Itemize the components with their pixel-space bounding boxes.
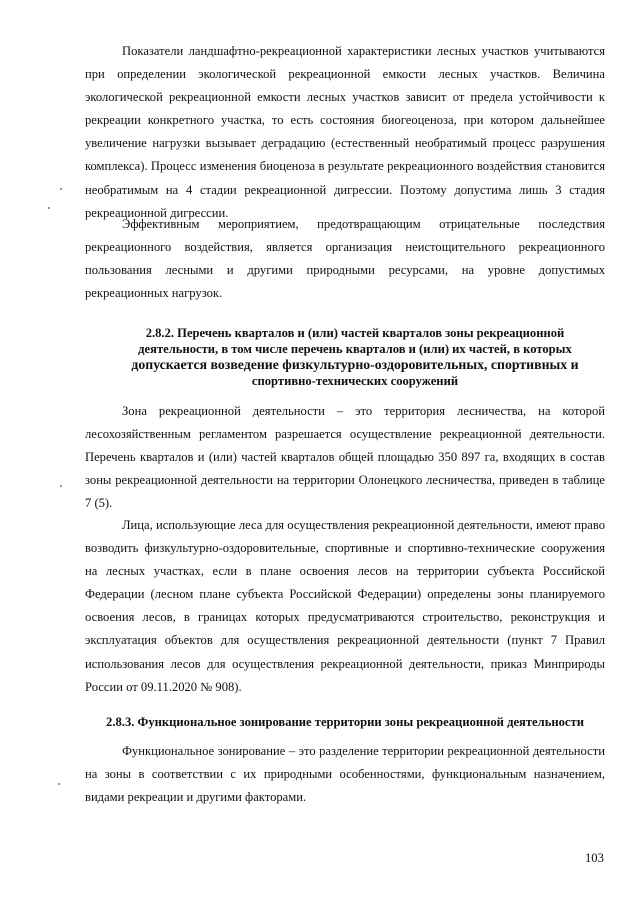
paragraph-recreation-capacity: Показатели ландшафтно-рекреационной характеристики лесных участков учитываются при определении экологической рекреационной емкости лесных участков. Величина экологической рекреационной емкости лесных участков зависит от предела устойчивости к рекреации конкретного участка, то есть состояния биогеоценоза, при котором дальнейшее увеличение нагрузки вызывает деградацию (естественный необратимый процесс разрушения комплекса). Процесс изменения биоценоза в результате рекреационного воздействия становится необратимым на 4 стадии рекреационной дигрессии. Поэтому допустима лишь 3 стадия рекреационной дигрессии. [85, 44, 605, 220]
section-heading-2-8-2 [95, 325, 615, 389]
scan-speck [60, 485, 62, 487]
scan-speck [48, 207, 50, 209]
scan-speck [60, 188, 62, 190]
heading-line: спортивно-технических сооружений [251, 374, 459, 388]
paragraph-construction-rights: Лица, использующие леса для осуществления рекреационной деятельности, имеют право возводить физкультурно-оздоровительные, спортивные и спортивно-технические сооружения на лесных участках, если в плане освоения лесов на территории субъекта Российской Федерации (лесном плане субъекта Российской Федерации) определены зоны планируемого освоения лесов, в границах которых предусматриваются строительство, реконструкция и эксплуатация объектов для осуществления рекреационной деятельности (пункт 7 Правил использования лесов для осуществления рекреационной деятельности, приказ Минприроды России от 09.11.2020 № 908). [85, 518, 605, 694]
section-heading-2-8-3: 2.8.3. Функциональное зонирование территории зоны рекреационной деятельности [106, 715, 584, 729]
paragraph-effective-measures: Эффективным мероприятием, предотвращающим отрицательные последствия рекреационного воздействия, является организация неистощительного рекреационного пользования лесными и другими природными ресурсами, на уровне допустимых рекреационных нагрузок. [85, 217, 605, 301]
heading-line: допускается возведение физкультурно-оздоровительных, спортивных и [131, 357, 579, 372]
scan-speck [58, 783, 60, 785]
page-number: 103 [585, 851, 604, 865]
paragraph-functional-zoning: Функциональное зонирование – это разделение территории рекреационной деятельности на зоны в соответствии с их природными особенностями, функциональным назначением, видами рекреации и другими факторами. [85, 744, 605, 805]
paragraph-recreation-zone: Зона рекреационной деятельности – это территория лесничества, на которой лесохозяйственным регламентом разрешается осуществление рекреационной деятельности. Перечень кварталов и (или) частей кварталов общей площадью 350 897 га, входящих в состав зоны рекреационной деятельности на территории Олонецкого лесничества, приведен в таблице 7 (5). [85, 404, 605, 511]
heading-line: 2.8.2. Перечень кварталов и (или) частей кварталов зоны рекреационной [145, 326, 565, 340]
heading-line: деятельности, в том числе перечень кварталов и (или) их частей, в которых [138, 342, 572, 356]
